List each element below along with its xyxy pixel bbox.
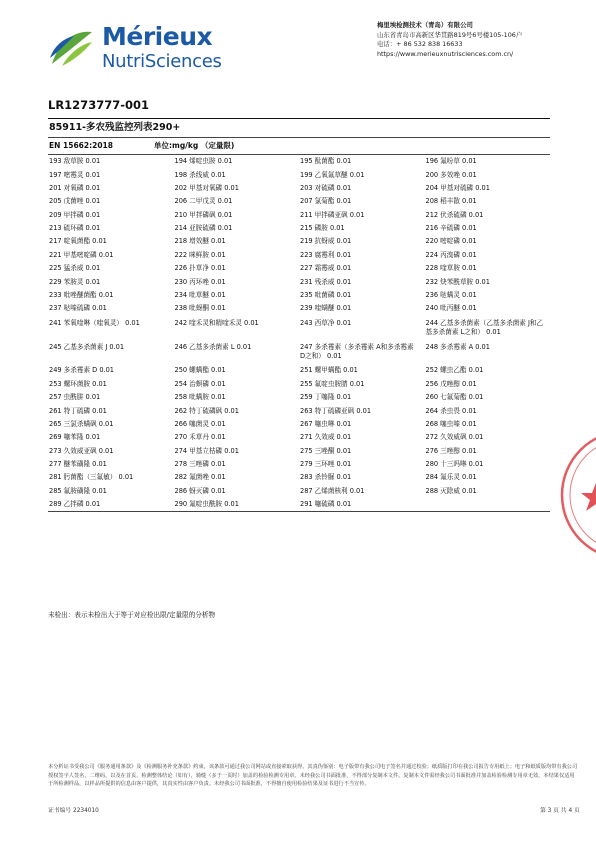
logo-name: Mérieux: [102, 22, 213, 51]
analyte-cell: 278 三唑磷 0.01: [174, 460, 226, 469]
table-header: [48, 138, 550, 155]
analyte-cell: 281 肟菌酯（三氟敏） 0.01: [49, 473, 134, 482]
analyte-cell: 198 杀线威 0.01: [174, 170, 226, 179]
analyte-cell: 220 嘧啶磷 0.01: [425, 237, 477, 246]
certificate-number: 证书编号 2234010: [48, 808, 99, 814]
analyte-cell: [425, 500, 551, 509]
table-row: [48, 262, 550, 275]
analyte-cell: 276 三唑醇 0.01: [425, 446, 477, 455]
analyte-cell: 259 丁噻隆 0.01: [300, 393, 352, 402]
analyte-cell: 254 治螟磷 0.01: [174, 379, 226, 388]
logo-subtitle: NutriSciences: [102, 51, 222, 72]
table-row: [48, 195, 550, 208]
analyte-cell: 234 吡草醚 0.01: [174, 290, 226, 299]
legal-disclaimer: 本分析证书受我公司《服务通用条款》及《检测服务补充条款》约束，该条款可通过我公司网站或直接索取获得。其真伪鉴别：电子版带有我公司电子签名并通过校验；纸质版打印在我公司报告专用纸上；电子和纸质版均带有我公司授权签字人签名，二维码，以及在首页、检测整体结论（如有），骑缝（多于一页时）加盖的检验检测专用章。未经我公司书面批准，不得部分复制本文件。复制本文件需经我公司书面批准并加盖检验检测专用章无效。本结果仅适用于所检测样品，以样品所提供的信息由客户提供，其真实性由客户负责。未经我公司书面批准，不得擅自使用检验结果及证书进行不当宣传。: [48, 764, 578, 788]
analyte-cell: 286 蚜灭磷 0.01: [174, 486, 226, 495]
company-address: 山东省青岛市高新区华贯路819号6号楼105-106户: [377, 30, 523, 39]
analyte-cell: 210 甲拌磷砜 0.01: [174, 210, 233, 219]
method-standard: EN 15662:2018: [49, 141, 113, 150]
analyte-cell: 193 敌草胺 0.01: [49, 157, 101, 166]
analyte-cell: 238 吡蚜酮 0.01: [174, 304, 226, 313]
table-row: [48, 418, 550, 431]
analyte-cell: 273 久效威亚砜 0.01: [49, 446, 114, 455]
analyte-cell: 251 螺甲螨酯 0.01: [300, 366, 358, 375]
merieux-logo: [48, 22, 222, 78]
analyte-cell: 202 甲基对氧磷 0.01: [174, 183, 239, 192]
analyte-cell: 291 噻硫磷 0.01: [300, 500, 352, 509]
analyte-cell: 223 腐霉利 0.01: [300, 250, 352, 259]
analyte-cell: 284 氟乐灵 0.01: [425, 473, 477, 482]
analyte-cell: 222 咪鲜胺 0.01: [174, 250, 226, 259]
analyte-cell: 242 喹禾灵和精喹禾灵 0.01: [174, 318, 259, 327]
analyte-cell: 235 吡菌磷 0.01: [300, 290, 352, 299]
analyte-cell: 275 三唑酮 0.01: [300, 446, 352, 455]
analyte-cell: 203 对硫磷 0.01: [300, 183, 352, 192]
analyte-cell: 260 七氟菊酯 0.01: [425, 393, 484, 402]
table-row: [48, 445, 550, 458]
analyte-cell: 271 久效威 0.01: [300, 433, 352, 442]
analyte-cell: 204 甲基对硫磷 0.01: [425, 183, 490, 192]
analyte-cell: 252 螺虫乙酯 0.01: [425, 366, 484, 375]
analyte-cell: 194 烯啶虫胺 0.01: [174, 157, 233, 166]
table-row: [48, 289, 550, 302]
analyte-cell: 241 苯氧喹啉（喹氧灵） 0.01: [49, 318, 140, 327]
analyte-cell: 269 噻苯隆 0.01: [49, 433, 101, 442]
analyte-cell: 268 噻虫嗪 0.01: [425, 419, 477, 428]
analyte-cell: 218 增效醚 0.01: [174, 237, 226, 246]
analyte-cell: 249 多杀霉素 D 0.01: [49, 366, 115, 375]
analyte-cell: 225 猛杀威 0.01: [49, 264, 101, 273]
analyte-cell: 221 甲基嘧啶磷 0.01: [49, 250, 114, 259]
table-row: [48, 391, 550, 404]
table-row: [48, 364, 550, 377]
analyte-cell: 287 乙烯菌核利 0.01: [300, 486, 365, 495]
table-row: [48, 222, 550, 235]
company-name: 梅里埃检测技术（青岛）有限公司: [377, 21, 473, 29]
leaf-logo-icon: [48, 28, 94, 68]
analyte-cell: 240 吡丙醚 0.01: [425, 304, 477, 313]
table-row: [48, 249, 550, 262]
analyte-cell: 226 扑草净 0.01: [174, 264, 226, 273]
analyte-cell: 245 乙基多杀菌素 J 0.01: [49, 343, 125, 352]
analyte-cell: 265 三氯杀螨砜 0.01: [49, 419, 114, 428]
analyte-cell: 289 乙拌磷 0.01: [49, 500, 101, 509]
analyte-cell: 211 甲拌磷亚砜 0.01: [300, 210, 365, 219]
analyte-cell: 266 噻菌灵 0.01: [174, 419, 226, 428]
analyte-cell: 236 哒螨灵 0.01: [425, 290, 477, 299]
analyte-cell: 228 喹草胺 0.01: [425, 264, 477, 273]
analyte-cell: 272 久效威砜 0.01: [425, 433, 484, 442]
analyte-cell: 195 酞菌酯 0.01: [300, 157, 352, 166]
analyte-cell: 247 多杀霉素（多杀霉素 A和多杀霉素 D之和） 0.01: [300, 343, 414, 361]
company-website[interactable]: https://www.merieuxnutrisciences.com.cn/: [377, 49, 514, 58]
table-row: [48, 302, 550, 315]
analyte-cell: 256 戊唑醇 0.01: [425, 379, 477, 388]
analyte-cell: 282 氟菌唑 0.01: [174, 473, 226, 482]
analyte-cell: 277 醚苯磺隆 0.01: [49, 460, 107, 469]
analyte-grid: [48, 155, 550, 512]
analyte-cell: 205 戊菌唑 0.01: [49, 197, 101, 206]
table-row: [48, 458, 550, 471]
analyte-cell: 264 杀虫畏 0.01: [425, 406, 477, 415]
analyte-cell: 216 辛硫磷 0.01: [425, 224, 477, 233]
analyte-cell: 200 多效唑 0.01: [425, 170, 477, 179]
analyte-cell: 285 氟胺磺隆 0.01: [49, 486, 107, 495]
analyte-cell: 212 伏杀硫磷 0.01: [425, 210, 484, 219]
company-info: [377, 21, 577, 59]
report-number: LR1273777-001: [48, 98, 149, 112]
analyte-cell: 230 丙环唑 0.01: [174, 277, 226, 286]
analyte-cell: 255 氟啶虫胺腈 0.01: [300, 379, 365, 388]
table-row: [48, 182, 550, 195]
analyte-cell: 270 禾草丹 0.01: [174, 433, 226, 442]
table-row: [48, 485, 550, 498]
analyte-cell: 288 灭除威 0.01: [425, 486, 477, 495]
analyte-cell: 232 炔苯酰草胺 0.01: [425, 277, 490, 286]
analyte-cell: 199 乙氧氟草醚 0.01: [300, 170, 365, 179]
analyte-cell: 262 特丁硫磷砜 0.01: [174, 406, 239, 415]
results-table: [48, 118, 550, 512]
analyte-cell: 267 噻虫啉 0.01: [300, 419, 352, 428]
table-row: [48, 340, 550, 364]
analyte-cell: 279 三环唑 0.01: [300, 460, 352, 469]
analyte-cell: 229 苯胺灵 0.01: [49, 277, 101, 286]
table-row: [48, 431, 550, 444]
analyte-cell: 196 氟吩草 0.01: [425, 157, 477, 166]
analyte-cell: 250 螺螨酯 0.01: [174, 366, 226, 375]
analyte-cell: 246 乙基多杀菌素 L 0.01: [174, 343, 252, 352]
analyte-cell: 239 喹螨醚 0.01: [300, 304, 352, 313]
analyte-cell: 261 特丁硫磷 0.01: [49, 406, 107, 415]
analyte-cell: 280 十三吗啉 0.01: [425, 460, 484, 469]
analyte-cell: 263 特丁硫磷亚砜 0.01: [300, 406, 372, 415]
table-row: [48, 155, 550, 168]
table-row: [48, 168, 550, 181]
analyte-cell: 244 乙基多杀菌素（乙基多杀菌素 J和乙基多杀菌素 L之和） 0.01: [425, 318, 544, 336]
footnote: 未检出：表示未检出大于等于对应检出限/定量限的分析物: [48, 611, 216, 619]
analyte-cell: 257 虫酰肼 0.01: [49, 393, 101, 402]
analyte-cell: 258 吡螨胺 0.01: [174, 393, 226, 402]
table-row: [48, 235, 550, 248]
analyte-cell: 233 吡唑醚菌酯 0.01: [49, 290, 114, 299]
analyte-cell: 215 磷胺 0.01: [300, 224, 345, 233]
analyte-cell: 219 抗蚜威 0.01: [300, 237, 352, 246]
analyte-cell: 227 霜霉威 0.01: [300, 264, 352, 273]
analyte-cell: 237 哒嗪硫磷 0.01: [49, 304, 107, 313]
analyte-cell: 283 杀铃脲 0.01: [300, 473, 352, 482]
analyte-cell: 208 稻丰散 0.01: [425, 197, 477, 206]
table-row: [48, 404, 550, 417]
table-row: [48, 275, 550, 288]
unit-label: 单位:mg/kg （定量限): [154, 141, 235, 150]
table-row: [48, 378, 550, 391]
table-title: 85911-多农残监控列表290+: [48, 119, 550, 138]
official-seal-stamp: [560, 425, 596, 565]
analyte-cell: 207 氯菊酯 0.01: [300, 197, 352, 206]
analyte-cell: 201 对氧磷 0.01: [49, 183, 101, 192]
analyte-cell: 224 丙溴磷 0.01: [425, 250, 477, 259]
analyte-cell: 213 硫环磷 0.01: [49, 224, 101, 233]
table-row: [48, 209, 550, 222]
table-row: [48, 471, 550, 484]
analyte-cell: 248 多杀霉素 A 0.01: [425, 343, 490, 352]
analyte-cell: 253 螺环菌胺 0.01: [49, 379, 107, 388]
company-phone: 电话：+ 86 532 838 16633: [377, 40, 463, 48]
analyte-cell: 209 甲拌磷 0.01: [49, 210, 101, 219]
analyte-cell: 231 残杀威 0.01: [300, 277, 352, 286]
table-row: [48, 498, 550, 511]
analyte-cell: 243 西草净 0.01: [300, 318, 352, 327]
analyte-cell: 197 嘧霉灵 0.01: [49, 170, 101, 179]
analyte-cell: 290 氟啶虫酰胺 0.01: [174, 500, 239, 509]
analyte-cell: 214 亚胺硫磷 0.01: [174, 224, 233, 233]
analyte-cell: 274 甲基立枯磷 0.01: [174, 446, 239, 455]
analyte-cell: 217 啶氧菌酯 0.01: [49, 237, 107, 246]
page-indicator: 第 3 页 共 4 页: [540, 808, 580, 814]
analyte-cell: 206 二甲戊灵 0.01: [174, 197, 233, 206]
table-row: [48, 316, 550, 340]
